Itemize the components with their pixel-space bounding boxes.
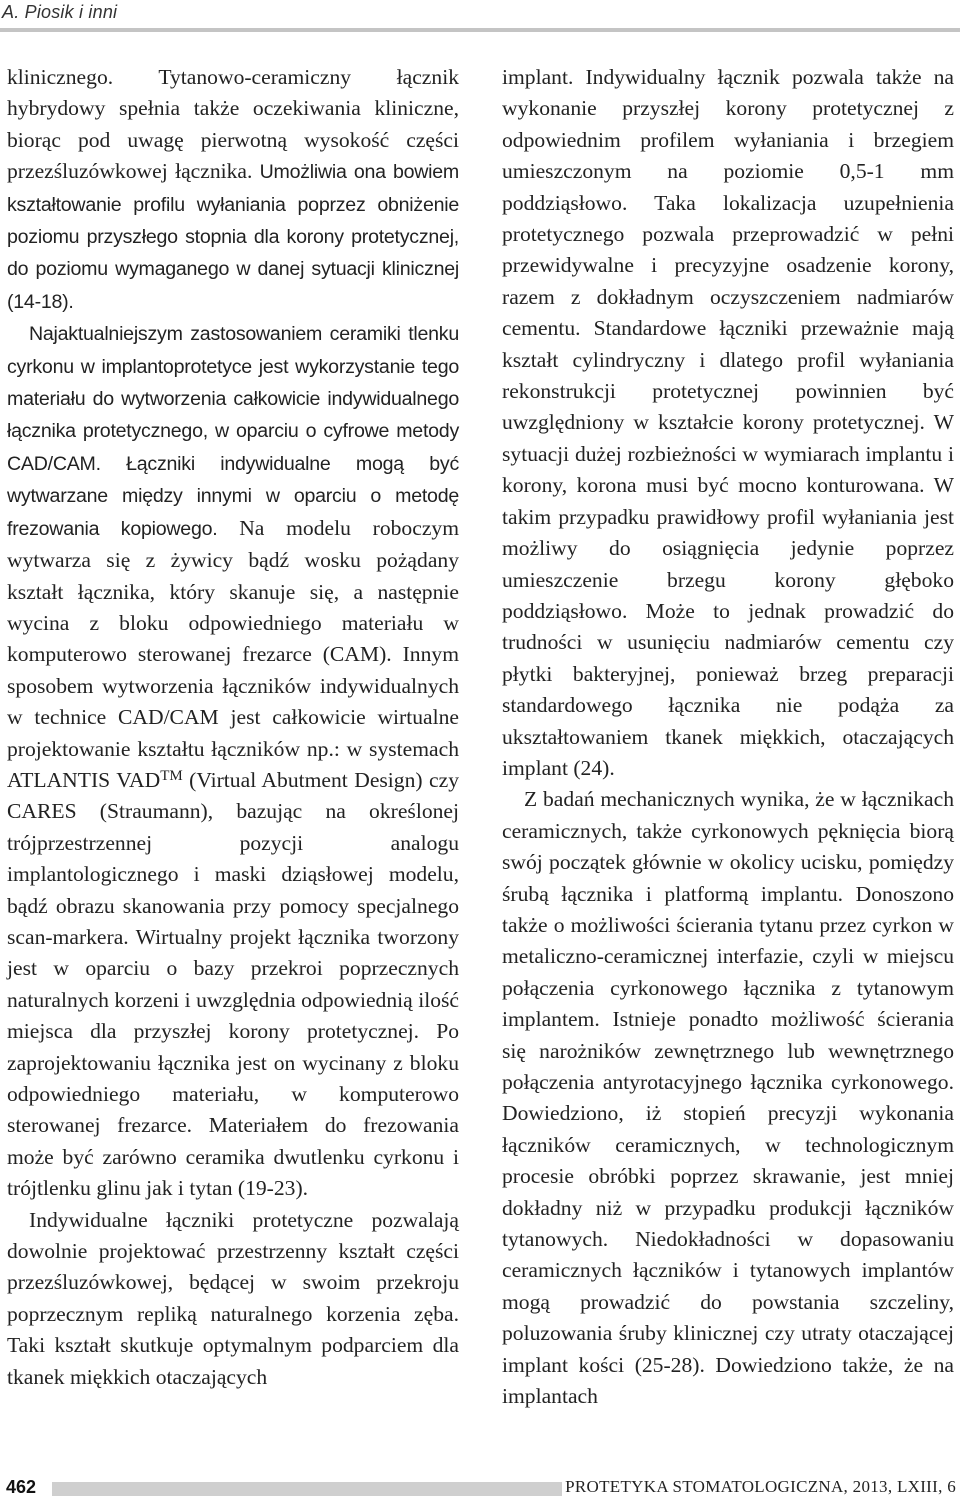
paragraph: Z badań mechanicznych wynika, że w łącznikach ceramicznych, także cyrkonowych pęknięcia biorą swój początek głównie w okolicy ucisku, pomiędzy śrubą łącznika i platformą implantu. Donoszono także o możliwości ścierania tytanu przez cyrkon w metaliczno-ceramicznej interfazie, czyli w miejscu połączenia cyrkonowego łącznika z tytanowym implantem. Istnieje ponadto możliwość ścierania się narożników zewnętrznego lub wewnętrznego połączenia antyrotacyjnego łącznika cyrkonowego. Dowiedziono, iż stopień precyzji wykonania łączników ceramicznych, w technologicznym procesie obróbki poprzez skrawanie, jest mniej dokładny niż w przypadku produkcji łączników tytanowych. Niedokładności w dopasowaniu ceramicznych łączników i tytanowych implantów mogą prowadzić do powstania szczeliny, poluzowania śruby klinicznej czy utraty otaczającej implant kości (25-28). Dowiedziono także, że na implantach xyxy=(502,787,954,1409)
paragraph-text: klinicznego. Tytanowo-ceramiczny łącznik hybrydowy spełnia także oczekiwania kliniczne, biorąc pod uwagę pierwotną wysokość części przezśluzówkowej łącznika. xyxy=(7,65,459,184)
journal-citation: PROTETYKA STOMATOLOGICZNA, 2013, LXIII, 6 xyxy=(565,1477,956,1496)
footer-rule xyxy=(52,1482,562,1496)
paragraph: Indywidualne łączniki protetyczne pozwalają dowolnie projektować przestrzenny kształt części przezśluzówkowej, będącej w swoim przekroju poprzecznym repliką naturalnego korzenia zęba. Taki kształt skutkuje optymalnym podparciem dla tkanek miękkich otaczających xyxy=(7,1207,459,1389)
paragraph-text-sans: Umożliwia ona bowiem kształtowanie profilu wyłaniania poprzez obniżenie poziomu przyszłego stopnia dla korony protetycznej, do poziomu wymaganego w danej sytuacji klinicznej (14-18). xyxy=(7,161,459,313)
paragraph-text: Na modelu roboczym wytwarza się z żywicy bądź wosku pożądany kształt łącznika, który skanuje się, a następnie wycina z bloku odpowiedniego materiału w komputerowo sterowanej frezarce (CAM). Innym sposobem wytworzenia łączników indywidualnych w technice CAD/CAM jest całkowicie wirtualne projektowanie kształtu łączników np.: w systemach ATLANTIS VAD xyxy=(7,515,459,792)
trademark-superscript: TM xyxy=(160,767,183,784)
page-number: 462 xyxy=(6,1477,37,1497)
paragraph-text: (Virtual Abutment Design) czy CARES (Straumann), bazując na określonej trójprzestrzennej pozycji analogu implantologicznego i maski dziąsłowej modelu, bądź obrazu skanowania przy pomocy specjalnego scan-markera. Wirtualny projekt łącznika tworzony jest w oparciu o bazy przekroi poprzecznych naturalnych korzeni i uwzględnia odpowiednią ilość miejsca dla przyszłej korony protetycznej. Po zaprojektowaniu łącznika jest on wycinany z bloku odpowiedniego materiału, w komputerowo sterowanej frezarce. Materiałem do frezowania może być zarówno ceramika dwutlenku cyrkonu i trójtlenku glinu jak i tytan (19-23). xyxy=(7,767,459,1201)
right-column xyxy=(502,62,954,1412)
header-rule xyxy=(0,28,960,32)
paragraph xyxy=(7,318,459,1204)
paragraph xyxy=(7,62,459,318)
left-column xyxy=(7,62,459,1393)
running-head: A. Piosik i inni xyxy=(2,2,118,22)
paragraph-text-sans: Najaktualniejszym zastosowaniem ceramiki tlenku cyrkonu w implantoprotetyce jest wykorzystanie tego materiału do wytworzenia całkowicie indywidualnego łącznika protetycznego, w oparciu o cyfrowe metody CAD/CAM. Łączniki indywidualne mogą być wytwarzane między innymi w oparciu o metodę frezowania kopiowego. xyxy=(7,323,459,540)
paragraph: implant. Indywidualny łącznik pozwala także na wykonanie przyszłej korony protetycznej z odpowiednim profilem wyłaniania i brzegiem umieszczonym na poziomie 0,5-1 mm poddziąsłowo. Taka lokalizacja uzupełnienia protetycznego pozwala przeprowadzić w pełni przewidywalne i precyzyjne osadzenie korony, razem z dokładnym oczyszczeniem nadmiarów cementu. Standardowe łączniki przeważnie mają kształt cylindryczny i dlatego profil wyłaniania rekonstrukcji protetycznej powinnien być uwzględniony w kształcie korony protetycznej. W sytuacji dużej rozbieżności w wymiarach implantu i korony, korona musi być mocno konturowana. W takim przypadku prawidłowy profil wyłaniania jest możliwy do osiągnięcia jedynie poprzez umieszczenie brzegu korony głęboko poddziąsłowo. Może to jednak prowadzić do trudności w usunięciu nadmiarów cementu czy płytki bakteryjnej, ponieważ brzeg preparacji standardowego łącznika nie podąża za ukształtowaniem tkanek miękkich, otaczających implant (24). xyxy=(502,65,954,780)
page-footer xyxy=(0,1476,960,1498)
